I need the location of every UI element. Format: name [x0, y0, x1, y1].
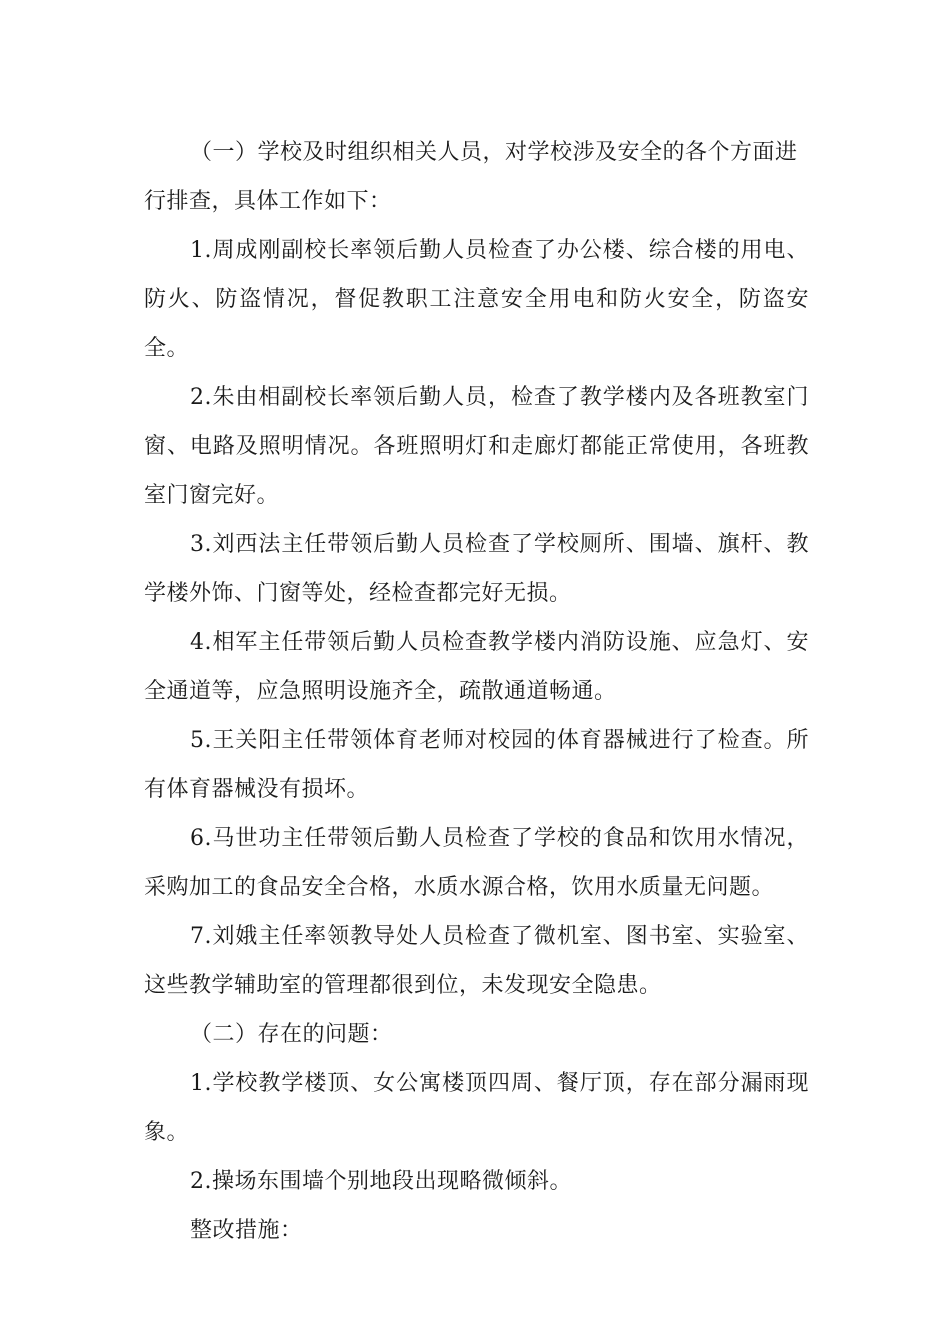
list-item: 3.刘西法主任带领后勤人员检查了学校厕所、围墙、旗杆、教学楼外饰、门窗等处，经检查都完好无损。: [144, 532, 809, 606]
section-heading-2: （二）存在的问题：: [190, 1022, 393, 1047]
list-item: 2.操场东围墙个别地段出现略微倾斜。: [190, 1169, 572, 1194]
list-item: 5.王关阳主任带领体育老师对校园的体育器械进行了检查。所有体育器械没有损坏。: [144, 728, 809, 802]
section-heading-1: （一）学校及时组织相关人员，对学校涉及安全的各个方面进行排查，具体工作如下：: [144, 140, 798, 214]
list-item: 1.周成刚副校长率领后勤人员检查了办公楼、综合楼的用电、防火、防盗情况，督促教职工注意安全用电和防火安全，防盗安全。: [144, 238, 809, 361]
list-item: 7.刘娥主任率领教导处人员检查了微机室、图书室、实验室、这些教学辅助室的管理都很到位，未发现安全隐患。: [144, 924, 809, 998]
list-item: 6.马世功主任带领后勤人员检查了学校的食品和饮用水情况，采购加工的食品安全合格，水质水源合格，饮用水质量无问题。: [144, 826, 809, 900]
list-item: 2.朱由相副校长率领后勤人员，检查了教学楼内及各班教室门窗、电路及照明情况。各班照明灯和走廊灯都能正常使用，各班教室门窗完好。: [144, 385, 809, 508]
list-item: 4.相军主任带领后勤人员检查教学楼内消防设施、应急灯、安全通道等，应急照明设施齐全，疏散通道畅通。: [144, 630, 809, 704]
section-heading-3: 整改措施：: [190, 1218, 303, 1243]
list-item: 1.学校教学楼顶、女公寓楼顶四周、餐厅顶，存在部分漏雨现象。: [144, 1071, 809, 1145]
document-body: [144, 128, 809, 1255]
